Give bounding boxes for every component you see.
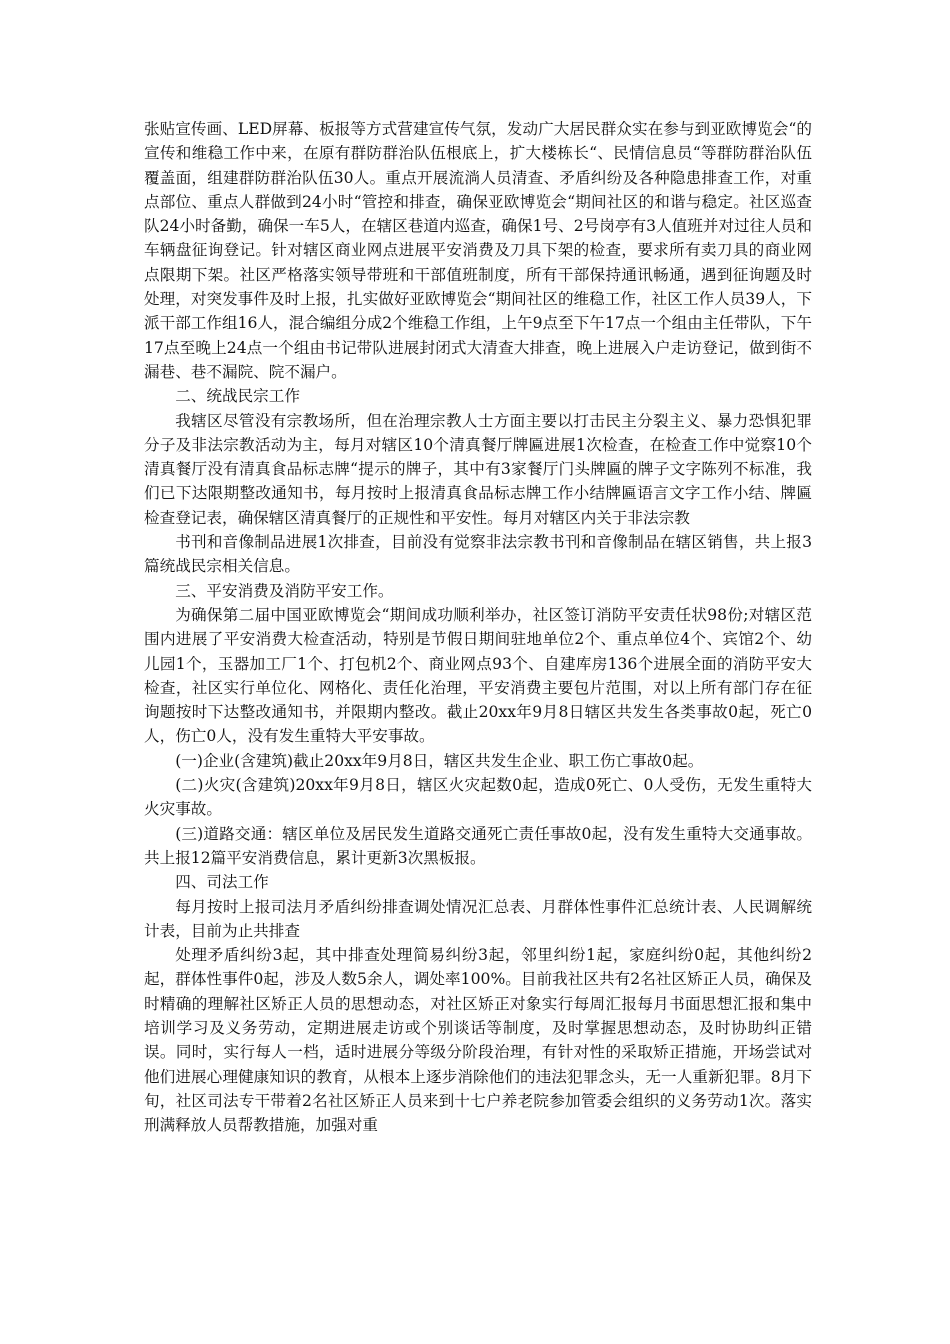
paragraph-enterprise-accidents: (一)企业(含建筑)截止20xx年9月8日，辖区共发生企业、职工伤亡事故0起。 xyxy=(175,751,704,770)
paragraph-religious-publications: 书刊和音像制品进展1次排查，目前没有觉察非法宗教书刊和音像制品在辖区销售，共上报3篇统战民宗相关信息。 xyxy=(144,533,812,576)
section-heading-united-front: 二、统战民宗工作 xyxy=(175,387,300,406)
paragraph-public-order: 张贴宣传画、LED屏幕、板报等方式营建宣传气氛，发动广大居民群众实在参与到亚欧博览会“的宣传和维稳工作中来，在原有群防群治队伍根底上，扩大楼栋长“、民情信息员“等群防群治队伍覆盖面，组建群防群治队伍30人。重点开展流淌人员清查、矛盾纠纷及各种隐患排查工作，对重点部位、重点人群做到24小时“管控和排查，确保亚欧博览会“期间社区的和谐与稳定。社区巡查队24小时备勤，确保一车5人，在辖区巷道内巡查，确保1号、2号岗亭有3人值班并对过往人员和车辆盘征询登记。针对辖区商业网点进展平安消费及刀具下架的检查，要求所有卖刀具的商业网点限期下架。社区严格落实领导带班和干部值班制度，所有干部保持通讯畅通，遇到征询题及时处理，对突发事件及时上报，扎实做好亚欧博览会“期间社区的维稳工作，社区工作人员39人，下派干部工作组16人，混合编组分成2个维稳工作组，上午9点至下午17点一个组由主任带队，下午17点至晚上24点一个组由书记带队进展封闭式大清查大排查，晚上进展入户走访登记，做到街不漏巷、巷不漏院、院不漏户。 xyxy=(144,120,812,381)
paragraph-halal-restaurants: 我辖区尽管没有宗教场所，但在治理宗教人士方面主要以打击民主分裂主义、暴力恐惧犯罪分子及非法宗教活动为主，每月对辖区10个清真餐厅牌匾进展1次检查，在检查工作中觉察10个清真餐厅没有清真食品标志牌“提示的牌子，其中有3家餐厅门头牌匾的牌子文字陈列不标准，我们已下达限期整改通知书，每月按时上报清真食品标志牌工作小结牌匾语言文字工作小结、牌匾检查登记表，确保辖区清真餐厅的正规性和平安性。每月对辖区内关于非法宗教 xyxy=(144,411,812,527)
section-heading-judicial: 四、司法工作 xyxy=(175,873,269,892)
paragraph-dispute-reports: 每月按时上报司法月矛盾纠纷排查调处情况汇总表、月群体性事件汇总统计表、人民调解统计表，目前为止共排查 xyxy=(144,897,812,940)
section-heading-safety: 三、平安消费及消防平安工作。 xyxy=(175,581,394,600)
paragraph-fire-accidents: (二)火灾(含建筑)20xx年9月8日，辖区火灾起数0起，造成0死亡、0人受伤，无发生重特大火灾事故。 xyxy=(144,776,812,819)
paragraph-correction-work: 处理矛盾纠纷3起，其中排查处理简易纠纷3起，邻里纠纷1起，家庭纠纷0起，其他纠纷2起，群体性事件0起，涉及人数5余人，调处率100%。目前我社区共有2名社区矫正人员，确保及时精确的理解社区矫正人员的思想动态，对社区矫正对象实行每周汇报每月书面思想汇报和集中培训学习及义务劳动，定期进展走访或个别谈话等制度，及时掌握思想动态，及时协助纠正错误。同时，实行每人一档，适时进展分等级分阶段治理，有针对性的采取矫正措施，开场尝试对他们进展心理健康知识的教育，从根本上逐步消除他们的违法犯罪念头，无一人重新犯罪。8月下旬，社区司法专干带着2名社区矫正人员来到十七户养老院参加管委会组织的义务劳动1次。落实刑满释放人员帮教措施，加强对重 xyxy=(144,946,812,1135)
paragraph-safety-inspection: 为确保第二届中国亚欧博览会“期间成功顺利举办，社区签订消防平安责任状98份;对辖区范围内进展了平安消费大检查活动，特别是节假日期间驻地单位2个、重点单位4个、宾馆2个、幼儿园1个，玉器加工厂1个、打包机2个、商业网点93个、自建库房136个进展全面的消防平安大检查，社区实行单位化、网格化、责任化治理，平安消费主要包片范围，对以上所有部门存在征询题按时下达整改通知书，并限期内整改。截止20xx年9月8日辖区共发生各类事故0起，死亡0人，伤亡0人，没有发生重特大平安事故。 xyxy=(144,605,812,746)
paragraph-traffic-accidents: (三)道路交通：辖区单位及居民发生道路交通死亡责任事故0起，没有发生重特大交通事故。共上报12篇平安消费信息，累计更新3次黑板报。 xyxy=(144,824,812,867)
document-body xyxy=(144,117,812,1137)
